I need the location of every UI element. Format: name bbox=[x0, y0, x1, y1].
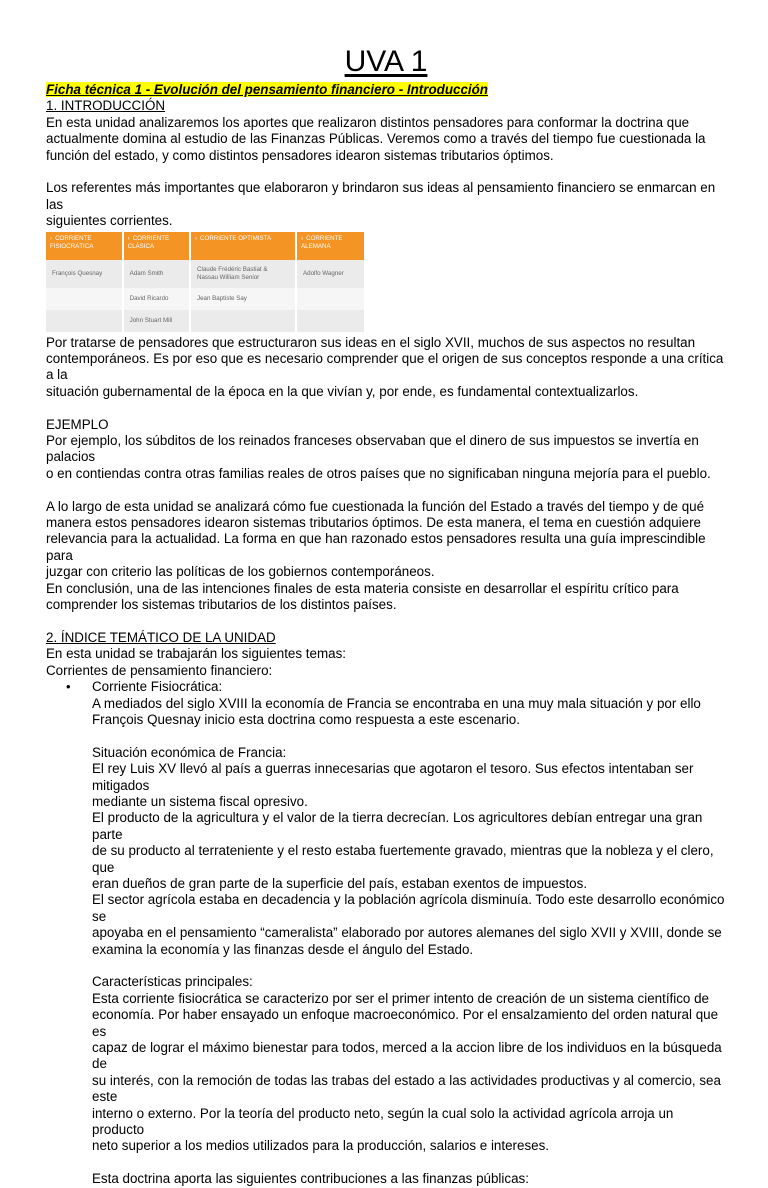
conclusion-line: En conclusión, una de las intenciones finales de esta materia consiste en desarrollar el espíritu crítico para bbox=[46, 580, 679, 596]
example-line: Por ejemplo, los súbditos de los reinados franceses observaban que el dinero de sus impuestos se invertía en palacios bbox=[46, 433, 699, 465]
example-line: o en contiendas contra otras familias reales de otros países que no significaban ninguna mejoría para el pueblo. bbox=[46, 465, 711, 481]
conclusion-line: comprender los sistemas tributarios de los distintos países. bbox=[46, 597, 397, 613]
table-header-cell: › CORRIENTE ALEMANA bbox=[296, 232, 365, 260]
topics-intro: En esta unidad se trabajarán los siguientes temas: bbox=[46, 646, 346, 662]
bullet-text: apoyaba en el pensamiento “cameralista” elaborado por autores alemanes del siglo XVII y XVIII, donde se bbox=[92, 925, 722, 941]
bullet-text: eran dueños de gran parte de la superficie del país, estaban exentos de impuestos. bbox=[92, 875, 588, 891]
table-cell: François Quesnay bbox=[46, 260, 123, 288]
table-cell bbox=[190, 310, 296, 332]
context-line: situación gubernamental de la época en la que vivían y, por ende, es fundamental contextualizarlos. bbox=[46, 383, 639, 399]
referents-line: Los referentes más importantes que elaboraron y brindaron sus ideas al pensamiento financiero se enmarcan en las bbox=[46, 180, 716, 212]
bullet-text: examina la economía y las finanzas desde el ángulo del Estado. bbox=[92, 941, 474, 957]
table-header-cell: › CORRIENTE OPTIMISTA bbox=[190, 232, 296, 260]
subtitle-highlight: Ficha técnica 1 - Evolución del pensamiento financiero - Introducción bbox=[46, 82, 488, 97]
conclusion-line: manera estos pensadores idearon sistemas tributarios óptimos. De esta manera, el tema en cuestión adquiere bbox=[46, 515, 702, 531]
table-row bbox=[46, 288, 365, 310]
table-header-cell: › CORRIENTE CLÁSICA bbox=[123, 232, 190, 260]
context-line: Por tratarse de pensadores que estructuraron sus ideas en el siglo XVII, muchos de sus aspectos no resultan bbox=[46, 334, 696, 350]
section-2-heading: 2. ÍNDICE TEMÁTICO DE LA UNIDAD bbox=[46, 629, 276, 645]
table-row bbox=[46, 310, 365, 332]
table-cell: Adolfo Wagner bbox=[296, 260, 365, 288]
conclusion-line: A lo largo de esta unidad se analizará cómo fue cuestionada la función del Estado a través del tiempo y de qué bbox=[46, 498, 705, 514]
table-row bbox=[46, 260, 365, 288]
bullet-title: Corriente Fisiocrática: bbox=[92, 679, 223, 695]
bullet-text: François Quesnay inicio esta doctrina como respuesta a este escenario. bbox=[92, 711, 520, 727]
table-cell bbox=[46, 310, 123, 332]
table-cell: Jean Baptiste Say bbox=[190, 288, 296, 310]
intro-line: En esta unidad analizaremos los aportes que realizaron distintos pensadores para conformar la doctrina que bbox=[46, 114, 690, 130]
bullet-text: economía. Por haber ensayado un enfoque macroeconómico. Por el ensalzamiento del orden natural que es bbox=[92, 1007, 719, 1039]
page-title: UVA 1 bbox=[344, 45, 428, 78]
topics-intro: Corrientes de pensamiento financiero: bbox=[46, 662, 273, 678]
table-cell: David Ricardo bbox=[123, 288, 190, 310]
bullet-text: neto superior a los medios utilizados para la producción, salarios e intereses. bbox=[92, 1138, 550, 1154]
conclusion-line: relevancia para la actualidad. La forma en que han razonado estos pensadores resulta una guía imprescindible para bbox=[46, 531, 706, 563]
bullet-text: El producto de la agricultura y el valor de la tierra decrecían. Los agricultores debían entregar una gran parte bbox=[92, 810, 703, 842]
intro-line: función del estado, y como distintos pensadores idearon sistemas tributarios óptimos. bbox=[46, 147, 554, 163]
table-cell bbox=[46, 288, 123, 310]
table-cell: Adam Smith bbox=[123, 260, 190, 288]
bullet-text: A mediados del siglo XVIII la economía de Francia se encontraba en una muy mala situación y por ello bbox=[92, 695, 701, 711]
document-page bbox=[46, 44, 726, 1188]
example-label: EJEMPLO bbox=[46, 416, 109, 432]
conclusion-line: juzgar con criterio las políticas de los gobiernos contemporáneos. bbox=[46, 564, 435, 580]
table-cell bbox=[296, 288, 365, 310]
table-cell: John Stuart Mill bbox=[123, 310, 190, 332]
bullet-icon: • bbox=[66, 679, 71, 695]
list-item bbox=[46, 679, 726, 695]
bullet-text: mediante un sistema fiscal opresivo. bbox=[92, 793, 308, 809]
bullet-text: su interés, con la remoción de todas las trabas del estado a las actividades productivas y al comercio, sea este bbox=[92, 1072, 721, 1105]
bullet-text: El sector agrícola estaba en decadencia y la población agrícola disminuía. Todo este desarrollo económico se bbox=[92, 892, 725, 924]
intro-line: actualmente domina al estudio de las Finanzas Públicas. Veremos como a través del tiempo fue cuestionada la bbox=[46, 131, 706, 147]
subsection-title: Situación económica de Francia: bbox=[92, 744, 287, 760]
bullet-text: El rey Luis XV llevó al país a guerras innecesarias que agotaron el tesoro. Sus efectos intentaban ser mitigados bbox=[92, 761, 694, 793]
bullet-text: interno o externo. Por la teoría del producto neto, según la cual solo la actividad agrícola arroja un producto bbox=[92, 1105, 674, 1138]
bullet-text: Esta corriente fisiocrática se caracterizo por ser el primer intento de creación de un sistema científico de bbox=[92, 990, 709, 1006]
currents-table bbox=[46, 232, 366, 332]
section-1-heading: 1. INTRODUCCIÓN bbox=[46, 98, 166, 114]
context-line: contemporáneos. Es por eso que es necesario comprender que el origen de sus conceptos responde a una crítica a la bbox=[46, 351, 724, 383]
bullet-text: capaz de lograr el máximo bienestar para todos, merced a la accion libre de los individuos en la búsqueda de bbox=[92, 1040, 722, 1072]
bullet-text: de su producto al terrateniente y el resto estaba fuertemente gravado, mientras que la nobleza y el clero, que bbox=[92, 843, 714, 875]
table-cell bbox=[296, 310, 365, 332]
bullet-text: Esta doctrina aporta las siguientes contribuciones a las finanzas públicas: bbox=[92, 1171, 529, 1187]
referents-line: siguientes corrientes. bbox=[46, 213, 173, 229]
subsection-title: Características principales: bbox=[92, 974, 253, 990]
table-cell: Claude Frédéric Bastiat & Nassau William Senior bbox=[190, 260, 296, 288]
table-header-cell: › CORRIENTE FISIOCRÁTICA bbox=[46, 232, 123, 260]
